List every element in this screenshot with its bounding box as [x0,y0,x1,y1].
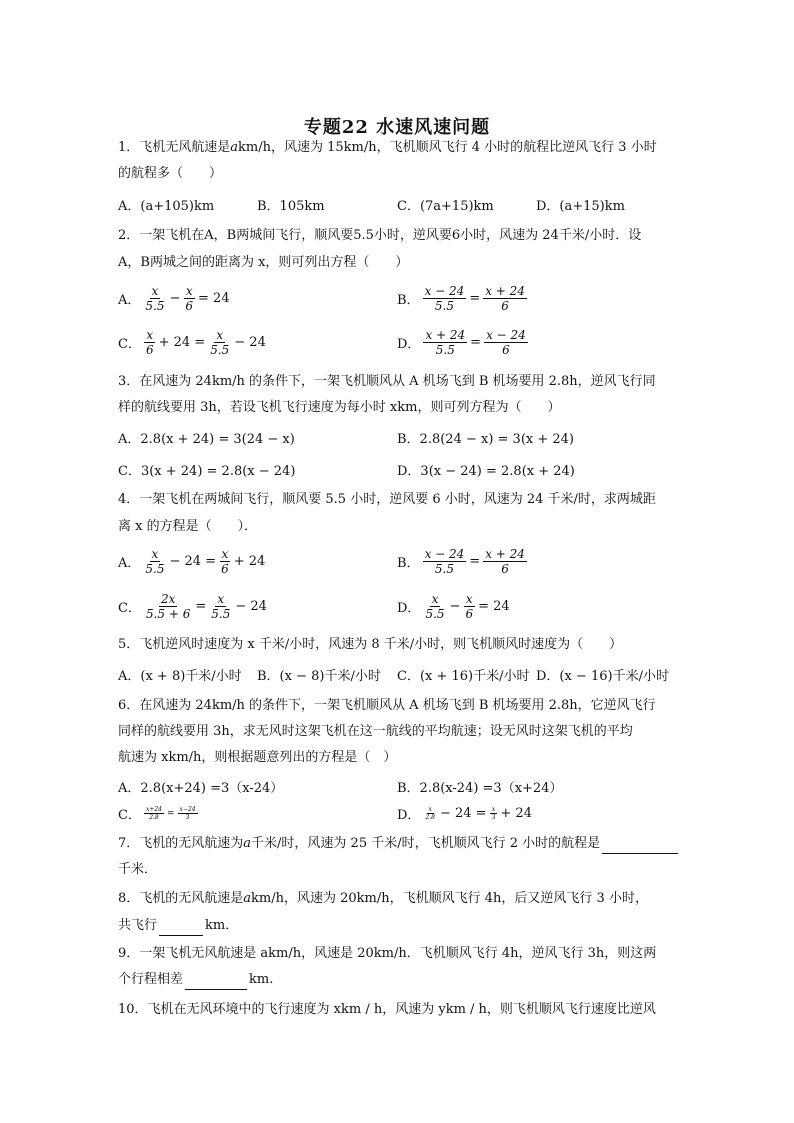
q10-stem-line1: 10．飞机在无风环境中的飞行速度为 xkm / h，风速为 ykm / h，则飞机顺风飞行速度比逆风 [118,1002,656,1017]
fraction: $\frac{x - 24}{5.5}$ [424,547,465,576]
fraction: $\frac{x - 24}{6}$ [486,328,526,357]
q1-stem-line1: 1．飞机无风航速是akm/h，风速为 15km/h，飞机顺风飞行 4 小时的航程比逆风飞行 3 小时 [118,140,657,155]
q6-stem-line1: 6．在风速为 24km/h 的条件下，一架飞机顺风从 A 机场飞到 B 机场要用 2.8h，它逆风飞行 [118,698,656,713]
q2-option-c[interactable]: C． $\frac{x}{6}$ + 24 = $\frac{x}{5.5}$ − 24 [118,328,266,357]
q9-stem-line2: 个行程相差 km. [118,970,698,990]
q4-option-b[interactable]: B． $\frac{x - 24}{5.5}$ = $\frac{x + 24}{6}$ [397,547,525,576]
fraction: $\frac{x}{6}$ [221,547,229,576]
q6-stem-line3: 航速为 xkm/h，则根据题意列出的方程是（ ） [118,750,397,765]
fraction: $\frac{x}{2.8}$ [425,806,435,821]
q2-stem-line2: A，B两城之间的距离为 x，则可列出方程（ ） [118,255,409,270]
q3-option-b[interactable]: B．2.8(24 − x) = 3(x + 24) [397,432,575,447]
fraction: $\frac{x}{5.5}$ [210,328,230,357]
q9-stem-line1: 9．一架飞机无风航速是 akm/h，风速是 20km/h．飞机顺风飞行 4h，逆风飞行 3h，则这两 [118,946,657,961]
fraction: $\frac{x}{5.5}$ [211,592,231,621]
q4-stem-line2: 离 x 的方程是（ ）． [118,519,258,534]
q4-stem-line1: 4．一架飞机在两城间飞行，顺风要 5.5 小时，逆风要 6 小时，风速为 24 千米/时，求两城距 [118,492,656,507]
q3-stem-line2: 样的航线要用 3h，若设飞机飞行速度为每小时 xkm，则可列方程为（ ） [118,400,561,415]
answer-blank[interactable] [185,975,247,990]
fraction: $\frac{x}{6}$ [145,328,154,357]
fraction: $\frac{x-24}{3}$ [179,806,196,821]
q2-option-a[interactable]: A． $\frac{x}{5.5}$ − $\frac{x}{6}$ = 24 [118,284,230,313]
answer-blank[interactable] [602,839,678,854]
q1-stem-line2: 的航程多（ ） [118,166,223,181]
q3-option-c[interactable]: C．3(x + 24) = 2.8(x − 24) [118,464,296,479]
fraction: $\frac{x}{6}$ [465,592,474,621]
q7-stem-line1: 7．飞机的无风航速为a千米/时，风速为 25 千米/时，飞机顺风飞行 2 小时的航程是 [118,834,698,854]
q6-option-a[interactable]: A．2.8(x+24) =3（x-24） [118,781,284,796]
q5-option-a[interactable]: A．(x + 8)千米/小时 [118,669,242,684]
q5-option-c[interactable]: C．(x + 16)千米/小时 [397,669,530,684]
q1-option-c[interactable]: C．(7a+15)km [397,199,494,214]
fraction: $\frac{x + 24}{6}$ [485,284,525,313]
q5-option-b[interactable]: B．(x − 8)千米/小时 [257,669,381,684]
q4-option-a[interactable]: A． $\frac{x}{5.5}$ − 24 = $\frac{x}{6}$ + 24 [118,547,266,576]
fraction: $\frac{x+24}{2.8}$ [145,806,162,821]
q3-option-d[interactable]: D．3(x − 24) = 2.8(x + 24) [397,464,575,479]
q1-option-b[interactable]: B．105km [257,199,325,214]
q1-option-d[interactable]: D．(a+15)km [536,199,625,214]
fraction: $\frac{x - 24}{5.5}$ [424,284,465,313]
q8-stem-line2: 共飞行 km． [118,916,698,936]
q5-option-d[interactable]: D．(x − 16)千米/小时 [536,669,669,684]
fraction: $\frac{x + 24}{6}$ [485,547,525,576]
q4-option-d[interactable]: D． $\frac{x}{5.5}$ − $\frac{x}{6}$ = 24 [397,592,510,621]
q7-stem-line2: 千米． [118,862,158,877]
q2-option-b[interactable]: B． $\frac{x - 24}{5.5}$ = $\frac{x + 24}{6}$ [397,284,525,313]
fraction: $\frac{x}{5.5}$ [145,547,165,576]
q4-option-c[interactable]: C． $\frac{2x}{5.5 + 6}$ = $\frac{x}{5.5}$ − 24 [118,592,267,621]
q3-option-a[interactable]: A．2.8(x + 24) = 3(24 − x) [118,432,295,447]
q8-stem-line1: 8．飞机的无风航速是akm/h，风速为 20km/h，飞机顺风飞行 4h，后又逆风飞行 3 小时， [118,891,648,906]
q3-stem-line1: 3．在风速为 24km/h 的条件下，一架飞机顺风从 A 机场飞到 B 机场要用 2.8h，逆风飞行同 [118,374,656,389]
q5-stem-line1: 5．飞机逆风时速度为 x 千米/小时，风速为 8 千米/小时，则飞机顺风时速度为（ ） [118,637,623,652]
fraction: $\frac{x + 24}{5.5}$ [425,328,466,357]
q6-option-d[interactable]: D． $\frac{x}{2.8}$ − 24 = $\frac{x}{3}$ + 24 [397,806,532,823]
page-title: 专题22 水速风速问题 [303,117,491,138]
fraction: $\frac{x}{6}$ [185,284,194,313]
fraction: $\frac{x}{5.5}$ [145,284,165,313]
fraction: $\frac{2x}{5.5 + 6}$ [145,592,191,621]
answer-blank[interactable] [159,921,203,936]
fraction: $\frac{x}{3}$ [491,806,496,821]
q2-stem-line1: 2．一架飞机在A，B两城间飞行，顺风要5.5小时，逆风要6小时，风速为 24千米/小时．设 [118,228,642,243]
q6-stem-line2: 同样的航线要用 3h，求无风时这架飞机在这一航线的平均航速；设无风时这架飞机的平均 [118,724,633,739]
q6-option-c[interactable]: C． $\frac{x+24}{2.8}$ = $\frac{x-24}{3}$ [118,806,196,823]
q1-option-a[interactable]: A．(a+105)km [118,199,215,214]
q2-option-d[interactable]: D． $\frac{x + 24}{5.5}$ = $\frac{x - 24}{6}$ [397,328,526,357]
q6-option-b[interactable]: B．2.8(x-24) =3（x+24） [397,781,563,796]
fraction: $\frac{x}{5.5}$ [425,592,445,621]
